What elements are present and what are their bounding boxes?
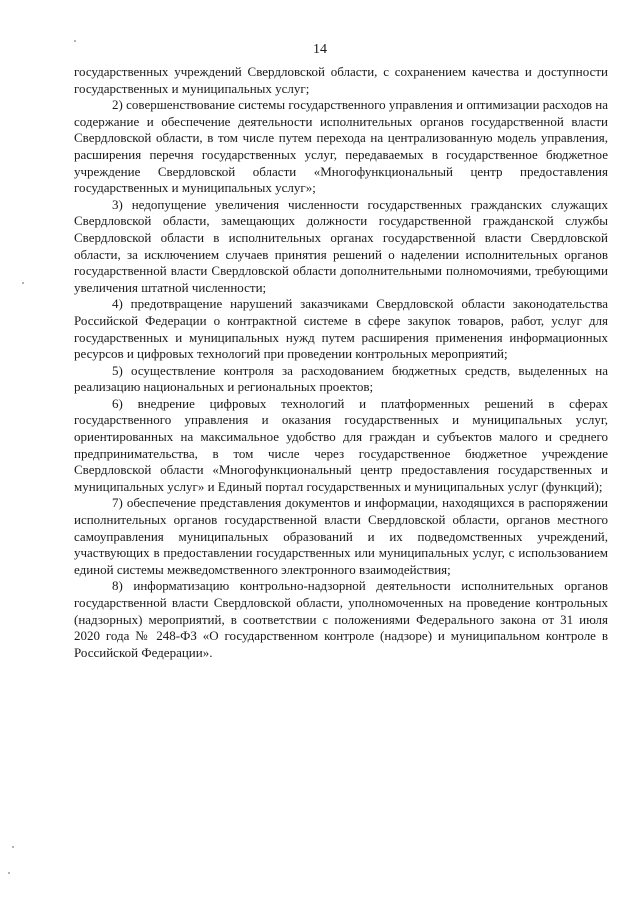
- paragraph-item-2: 2) совершенствование системы государственного управления и оптимизации расходов на содержание и обеспечение деятельности исполнительных органов государственной власти Свердловской области, в том числе путем перехода на централизованную модель управления, расширения перечня государственных услуг, передаваемых в государственное бюджетное учреждение Свердловской области «Многофункциональный центр предоставления государственных и муниципальных услуг»;: [74, 97, 608, 196]
- scan-speck: [74, 40, 76, 42]
- paragraph-item-5: 5) осуществление контроля за расходованием бюджетных средств, выделенных на реализацию национальных и региональных проектов;: [74, 362, 608, 395]
- scan-speck: [22, 282, 24, 284]
- scan-speck: [12, 846, 14, 848]
- paragraph-continuation: государственных учреждений Свердловской области, с сохранением качества и доступности государственных и муниципальных услуг;: [74, 64, 608, 96]
- paragraph-item-7: 7) обеспечение представления документов и информации, находящихся в распоряжении исполнительных органов государственной власти Свердловской области, органов местного самоуправления муниципальных образований и их подведомственных учреждений, участвующих в предоставлении государственных или муниципальных услуг, с использованием единой системы межведомственного электронного взаимодействия;: [74, 495, 608, 577]
- page-number: 14: [313, 42, 327, 57]
- paragraph-item-8: 8) информатизацию контрольно-надзорной деятельности исполнительных органов государственной власти Свердловской области, уполномоченных на проведение контрольных (надзорных) мероприятий, в соответствии с положениями Федерального закона от 31 июля 2020 года № 248-ФЗ «О государственном контроле (надзоре) и муниципальном контроле в Российской Федерации».: [74, 578, 608, 660]
- document-body: [74, 64, 608, 661]
- scan-speck: [8, 872, 10, 874]
- paragraph-item-3: 3) недопущение увеличения численности государственных гражданских служащих Свердловской области, замещающих должности государственной гражданской службы Свердловской области в исполнительных органах государственной власти Свердловской области, за исключением случаев принятия решений о наделении исполнительных органов государственной власти Свердловской области дополнительными полномочиями, требующими увеличения штатной численности;: [74, 196, 608, 295]
- paragraph-item-4: 4) предотвращение нарушений заказчиками Свердловской области законодательства Российской Федерации о контрактной системе в сфере закупок товаров, работ, услуг для государственных и муниципальных нужд путем расширения применения информационных ресурсов и цифровых технологий при проведении контрольных мероприятий;: [74, 296, 608, 362]
- paragraph-item-6: 6) внедрение цифровых технологий и платформенных решений в сферах государственного управления и оказания государственных и муниципальных услуг, ориентированных на максимальное удобство для граждан и субъектов малого и среднего предпринимательства, в том числе через государственное бюджетное учреждение Свердловской области «Многофункциональный центр предоставления государственных и муниципальных услуг» и Единый портал государственных и муниципальных услуг (функций);: [74, 395, 608, 494]
